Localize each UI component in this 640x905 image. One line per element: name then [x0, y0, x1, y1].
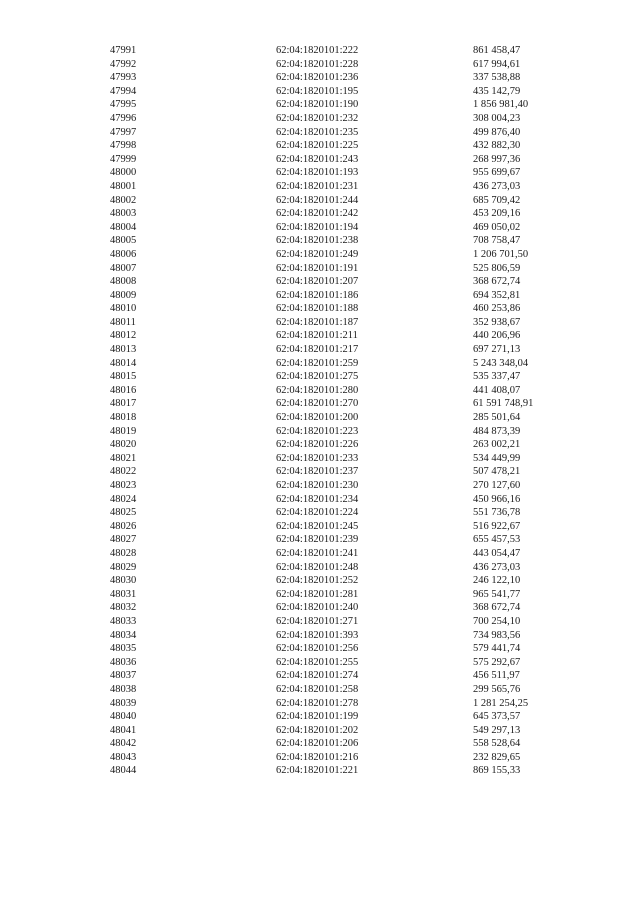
cadastral-number-cell: 62:04:1820101:255	[276, 656, 359, 668]
value-cell: 469 050,02	[473, 221, 521, 233]
table-row	[110, 44, 573, 58]
row-number-cell: 48007	[110, 262, 137, 274]
row-number-cell: 48026	[110, 520, 137, 532]
value-cell: 337 538,88	[473, 72, 521, 84]
value-cell: 525 806,59	[473, 262, 521, 274]
cadastral-number-cell: 62:04:1820101:281	[276, 588, 359, 600]
row-number-cell: 48001	[110, 180, 137, 192]
table-row	[110, 697, 573, 711]
value-cell: 456 511,97	[473, 670, 520, 682]
cadastral-number-cell: 62:04:1820101:278	[276, 697, 359, 709]
cadastral-number-cell: 62:04:1820101:202	[276, 724, 359, 736]
cadastral-number-cell: 62:04:1820101:194	[276, 221, 359, 233]
row-number-cell: 47994	[110, 85, 137, 97]
cadastral-number-cell: 62:04:1820101:217	[276, 344, 359, 356]
cadastral-number-cell: 62:04:1820101:275	[276, 371, 359, 383]
table-row	[110, 58, 573, 72]
row-number-cell: 47999	[110, 153, 137, 165]
row-number-cell: 48034	[110, 629, 137, 641]
cadastral-number-cell: 62:04:1820101:238	[276, 235, 359, 247]
cadastral-number-cell: 62:04:1820101:190	[276, 99, 359, 111]
cadastral-number-cell: 62:04:1820101:232	[276, 112, 359, 124]
table-row	[110, 615, 573, 629]
row-number-cell: 48020	[110, 439, 137, 451]
cadastral-number-cell: 62:04:1820101:393	[276, 629, 359, 641]
table-row	[110, 329, 573, 343]
table-row	[110, 710, 573, 724]
table-row	[110, 153, 573, 167]
row-number-cell: 48029	[110, 561, 137, 573]
value-cell: 432 882,30	[473, 140, 521, 152]
table-row	[110, 248, 573, 262]
row-number-cell: 48027	[110, 534, 137, 546]
row-number-cell: 48030	[110, 575, 137, 587]
cadastral-number-cell: 62:04:1820101:280	[276, 384, 359, 396]
table-row	[110, 642, 573, 656]
cadastral-number-cell: 62:04:1820101:256	[276, 643, 359, 655]
table-row	[110, 166, 573, 180]
row-number-cell: 48009	[110, 289, 137, 301]
row-number-cell: 47993	[110, 72, 137, 84]
value-cell: 579 441,74	[473, 643, 521, 655]
cadastral-number-cell: 62:04:1820101:225	[276, 140, 359, 152]
value-cell: 308 004,23	[473, 112, 521, 124]
value-cell: 232 829,65	[473, 751, 521, 763]
value-cell: 549 297,13	[473, 724, 521, 736]
value-cell: 499 876,40	[473, 126, 521, 138]
cadastral-number-cell: 62:04:1820101:271	[276, 615, 359, 627]
cadastral-number-cell: 62:04:1820101:231	[276, 180, 359, 192]
row-number-cell: 48013	[110, 344, 137, 356]
value-cell: 268 997,36	[473, 153, 521, 165]
cadastral-number-cell: 62:04:1820101:241	[276, 547, 359, 559]
table-row	[110, 669, 573, 683]
value-cell: 861 458,47	[473, 45, 521, 56]
table-row	[110, 574, 573, 588]
cadastral-number-cell: 62:04:1820101:187	[276, 316, 359, 328]
value-cell: 734 983,56	[473, 629, 521, 641]
table-row	[110, 547, 573, 561]
row-number-cell: 48036	[110, 656, 137, 668]
row-number-cell: 48025	[110, 507, 137, 519]
cadastral-number-cell: 62:04:1820101:237	[276, 466, 359, 478]
cadastral-number-cell: 62:04:1820101:274	[276, 670, 359, 682]
cadastral-number-cell: 62:04:1820101:223	[276, 425, 359, 437]
value-cell: 270 127,60	[473, 480, 521, 491]
table-row	[110, 629, 573, 643]
table-row	[110, 465, 573, 479]
row-number-cell: 47992	[110, 58, 137, 70]
row-number-cell: 48016	[110, 384, 137, 396]
table-row	[110, 479, 573, 493]
value-cell: 285 501,64	[473, 412, 521, 424]
cadastral-number-cell: 62:04:1820101:207	[276, 276, 359, 288]
value-cell: 700 254,10	[473, 615, 521, 627]
row-number-cell: 48018	[110, 412, 137, 424]
cadastral-number-cell: 62:04:1820101:249	[276, 248, 359, 260]
value-cell: 694 352,81	[473, 289, 521, 301]
row-number-cell: 48038	[110, 683, 137, 695]
row-number-cell: 48002	[110, 194, 137, 206]
row-number-cell: 48015	[110, 371, 137, 383]
table-row	[110, 533, 573, 547]
table-row	[110, 139, 573, 153]
cadastral-number-cell: 62:04:1820101:239	[276, 534, 359, 546]
cadastral-number-cell: 62:04:1820101:200	[276, 412, 359, 424]
value-cell: 507 478,21	[473, 466, 521, 478]
value-cell: 534 449,99	[473, 452, 521, 464]
value-cell: 246 122,10	[473, 575, 521, 587]
value-cell: 263 002,21	[473, 439, 521, 451]
table-row	[110, 438, 573, 452]
value-cell: 441 408,07	[473, 384, 521, 396]
cadastral-value-table	[110, 44, 573, 778]
row-number-cell: 48041	[110, 724, 137, 736]
row-number-cell: 48008	[110, 276, 137, 288]
table-row	[110, 764, 573, 778]
row-number-cell: 48022	[110, 466, 137, 478]
cadastral-number-cell: 62:04:1820101:242	[276, 208, 359, 220]
cadastral-number-cell: 62:04:1820101:228	[276, 58, 359, 70]
table-row	[110, 425, 573, 439]
row-number-cell: 48017	[110, 398, 137, 410]
value-cell: 450 966,16	[473, 493, 521, 505]
value-cell: 368 672,74	[473, 276, 521, 288]
cadastral-number-cell: 62:04:1820101:259	[276, 357, 359, 369]
cadastral-number-cell: 62:04:1820101:195	[276, 85, 359, 97]
cadastral-number-cell: 62:04:1820101:240	[276, 602, 359, 614]
cadastral-number-cell: 62:04:1820101:243	[276, 153, 359, 165]
cadastral-number-cell: 62:04:1820101:245	[276, 520, 359, 532]
row-number-cell: 47997	[110, 126, 137, 138]
table-row	[110, 588, 573, 602]
table-row	[110, 601, 573, 615]
cadastral-number-cell: 62:04:1820101:234	[276, 493, 359, 505]
row-number-cell: 48011	[110, 316, 136, 328]
cadastral-number-cell: 62:04:1820101:216	[276, 751, 359, 763]
value-cell: 435 142,79	[473, 85, 521, 97]
table-row	[110, 411, 573, 425]
table-row	[110, 493, 573, 507]
value-cell: 535 337,47	[473, 371, 521, 383]
table-row	[110, 370, 573, 384]
row-number-cell: 48006	[110, 248, 137, 260]
value-cell: 551 736,78	[473, 507, 521, 519]
cadastral-number-cell: 62:04:1820101:233	[276, 452, 359, 464]
table-row	[110, 656, 573, 670]
value-cell: 436 273,03	[473, 561, 521, 573]
cadastral-number-cell: 62:04:1820101:221	[276, 765, 359, 777]
row-number-cell: 48031	[110, 588, 137, 600]
value-cell: 965 541,77	[473, 588, 521, 600]
value-cell: 955 699,67	[473, 167, 521, 179]
row-number-cell: 48039	[110, 697, 137, 709]
row-number-cell: 48037	[110, 670, 137, 682]
table-row	[110, 275, 573, 289]
row-number-cell: 48028	[110, 547, 137, 559]
row-number-cell: 48042	[110, 738, 137, 750]
value-cell: 299 565,76	[473, 683, 521, 695]
value-cell: 368 672,74	[473, 602, 521, 614]
table-row	[110, 343, 573, 357]
value-cell: 436 273,03	[473, 180, 521, 192]
value-cell: 5 243 348,04	[473, 357, 529, 369]
table-body	[110, 44, 573, 778]
row-number-cell: 48033	[110, 615, 137, 627]
value-cell: 655 457,53	[473, 534, 521, 546]
table-row	[110, 452, 573, 466]
cadastral-number-cell: 62:04:1820101:186	[276, 289, 359, 301]
table-row	[110, 98, 573, 112]
value-cell: 708 758,47	[473, 235, 521, 247]
table-row	[110, 357, 573, 371]
cadastral-number-cell: 62:04:1820101:226	[276, 439, 359, 451]
value-cell: 352 938,67	[473, 316, 521, 328]
table-row	[110, 506, 573, 520]
table-row	[110, 397, 573, 411]
value-cell: 516 922,67	[473, 520, 521, 532]
table-row	[110, 751, 573, 765]
row-number-cell: 48014	[110, 357, 137, 369]
table-row	[110, 724, 573, 738]
table-row	[110, 302, 573, 316]
row-number-cell: 48005	[110, 235, 137, 247]
value-cell: 558 528,64	[473, 738, 521, 750]
row-number-cell: 48035	[110, 643, 137, 655]
row-number-cell: 48021	[110, 452, 137, 464]
value-cell: 869 155,33	[473, 765, 521, 777]
value-cell: 575 292,67	[473, 656, 521, 668]
value-cell: 685 709,42	[473, 194, 521, 206]
table-row	[110, 234, 573, 248]
cadastral-number-cell: 62:04:1820101:188	[276, 303, 359, 315]
table-row	[110, 561, 573, 575]
table-row	[110, 262, 573, 276]
value-cell: 1 281 254,25	[473, 697, 529, 709]
cadastral-number-cell: 62:04:1820101:230	[276, 480, 359, 491]
cadastral-number-cell: 62:04:1820101:206	[276, 738, 359, 750]
value-cell: 61 591 748,91	[473, 398, 534, 410]
cadastral-number-cell: 62:04:1820101:252	[276, 575, 359, 587]
table-row	[110, 207, 573, 221]
cadastral-number-cell: 62:04:1820101:270	[276, 398, 359, 410]
cadastral-number-cell: 62:04:1820101:258	[276, 683, 359, 695]
row-number-cell: 48000	[110, 167, 137, 179]
value-cell: 443 054,47	[473, 547, 521, 559]
value-cell: 453 209,16	[473, 208, 521, 220]
cadastral-number-cell: 62:04:1820101:222	[276, 45, 359, 56]
cadastral-number-cell: 62:04:1820101:248	[276, 561, 359, 573]
cadastral-number-cell: 62:04:1820101:199	[276, 711, 359, 723]
cadastral-number-cell: 62:04:1820101:236	[276, 72, 359, 84]
cadastral-number-cell: 62:04:1820101:235	[276, 126, 359, 138]
table-row	[110, 194, 573, 208]
row-number-cell: 48004	[110, 221, 137, 233]
cadastral-number-cell: 62:04:1820101:191	[276, 262, 359, 274]
row-number-cell: 47991	[110, 45, 137, 56]
row-number-cell: 48024	[110, 493, 137, 505]
value-cell: 697 271,13	[473, 344, 521, 356]
row-number-cell: 47996	[110, 112, 137, 124]
value-cell: 1 856 981,40	[473, 99, 529, 111]
row-number-cell: 47998	[110, 140, 137, 152]
table-row	[110, 180, 573, 194]
value-cell: 440 206,96	[473, 330, 521, 342]
table-row	[110, 520, 573, 534]
table-row	[110, 71, 573, 85]
cadastral-number-cell: 62:04:1820101:193	[276, 167, 359, 179]
row-number-cell: 48010	[110, 303, 137, 315]
table-row	[110, 737, 573, 751]
value-cell: 617 994,61	[473, 58, 521, 70]
row-number-cell: 48019	[110, 425, 137, 437]
row-number-cell: 48023	[110, 480, 137, 491]
table-row	[110, 316, 573, 330]
value-cell: 1 206 701,50	[473, 248, 529, 260]
table-row	[110, 221, 573, 235]
value-cell: 645 373,57	[473, 711, 521, 723]
row-number-cell: 48043	[110, 751, 137, 763]
row-number-cell: 48032	[110, 602, 137, 614]
table-row	[110, 683, 573, 697]
cadastral-number-cell: 62:04:1820101:224	[276, 507, 359, 519]
row-number-cell: 48044	[110, 765, 137, 777]
row-number-cell: 48003	[110, 208, 137, 220]
row-number-cell: 48040	[110, 711, 137, 723]
table-row	[110, 112, 573, 126]
table-row	[110, 126, 573, 140]
table-row	[110, 289, 573, 303]
table-row	[110, 85, 573, 99]
table-row	[110, 384, 573, 398]
cadastral-number-cell: 62:04:1820101:211	[276, 330, 358, 342]
row-number-cell: 48012	[110, 330, 137, 342]
value-cell: 460 253,86	[473, 303, 521, 315]
cadastral-number-cell: 62:04:1820101:244	[276, 194, 359, 206]
value-cell: 484 873,39	[473, 425, 521, 437]
row-number-cell: 47995	[110, 99, 137, 111]
